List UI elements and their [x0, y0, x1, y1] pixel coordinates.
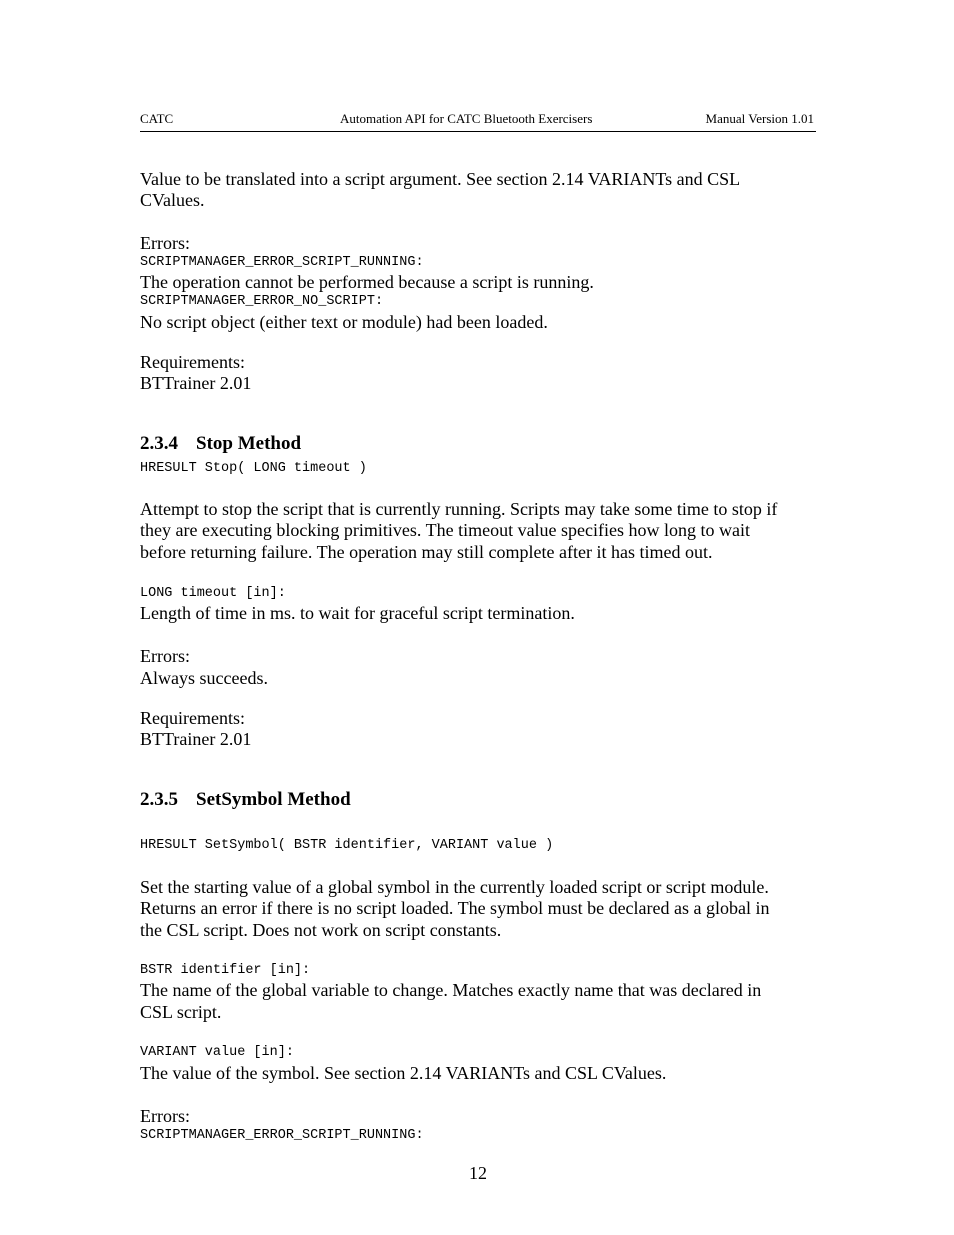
error-code: SCRIPTMANAGER_ERROR_SCRIPT_RUNNING: [140, 1128, 424, 1143]
errors-label: Errors: [140, 233, 190, 253]
method-description-line-1: Attempt to stop the script that is currently running. Scripts may take some time to stop if [140, 499, 778, 519]
requirements-value: BTTrainer 2.01 [140, 373, 252, 393]
error-description: The operation cannot be performed because a script is running. [140, 272, 594, 292]
header-title: Automation API for CATC Bluetooth Exercisers [340, 111, 593, 126]
header-left: CATC [140, 111, 174, 126]
page-number: 12 [469, 1163, 487, 1183]
parameter-description: Length of time in ms. to wait for graceful script termination. [140, 603, 575, 623]
error-code: SCRIPTMANAGER_ERROR_NO_SCRIPT: [140, 294, 384, 309]
method-signature: HRESULT Stop( LONG timeout ) [140, 461, 367, 476]
parameter-description: The value of the symbol. See section 2.14 VARIANTs and CSL CValues. [140, 1063, 667, 1083]
header-version: Manual Version 1.01 [705, 111, 814, 126]
method-description-line-2: they are executing blocking primitives. The timeout value specifies how long to wait [140, 520, 751, 540]
section-title: SetSymbol Method [196, 789, 351, 810]
method-description-line-1: Set the starting value of a global symbol in the currently loaded script or script module. [140, 877, 769, 897]
intro-text-line-2: CValues. [140, 190, 205, 210]
method-signature: HRESULT SetSymbol( BSTR identifier, VARIANT value ) [140, 838, 554, 853]
error-description: No script object (either text or module) had been loaded. [140, 312, 548, 332]
errors-label: Errors: [140, 646, 190, 666]
method-description-line-3: before returning failure. The operation may still complete after it has timed out. [140, 542, 713, 562]
section-heading-setsymbol [140, 789, 351, 811]
errors-value: Always succeeds. [140, 668, 268, 688]
parameter-description-line-2: CSL script. [140, 1002, 222, 1022]
intro-text-line-1: Value to be translated into a script argument. See section 2.14 VARIANTs and CSL [140, 169, 741, 189]
error-code: SCRIPTMANAGER_ERROR_SCRIPT_RUNNING: [140, 255, 424, 270]
document-page [140, 0, 816, 1235]
parameter-name: LONG timeout [in]: [140, 586, 286, 601]
errors-label: Errors: [140, 1106, 190, 1126]
requirements-value: BTTrainer 2.01 [140, 729, 252, 749]
section-number: 2.3.5 [140, 789, 178, 810]
parameter-name: BSTR identifier [in]: [140, 963, 311, 978]
parameter-description-line-1: The name of the global variable to change. Matches exactly name that was declared in [140, 980, 762, 1000]
method-description-line-3: the CSL script. Does not work on script constants. [140, 920, 502, 940]
requirements-label: Requirements: [140, 352, 245, 372]
section-number: 2.3.4 [140, 433, 178, 454]
method-description-line-2: Returns an error if there is no script loaded. The symbol must be declared as a global in [140, 898, 770, 918]
requirements-label: Requirements: [140, 708, 245, 728]
section-title: Stop Method [196, 433, 302, 454]
page-header [140, 111, 816, 132]
section-heading-stop [140, 433, 301, 455]
parameter-name: VARIANT value [in]: [140, 1045, 294, 1060]
